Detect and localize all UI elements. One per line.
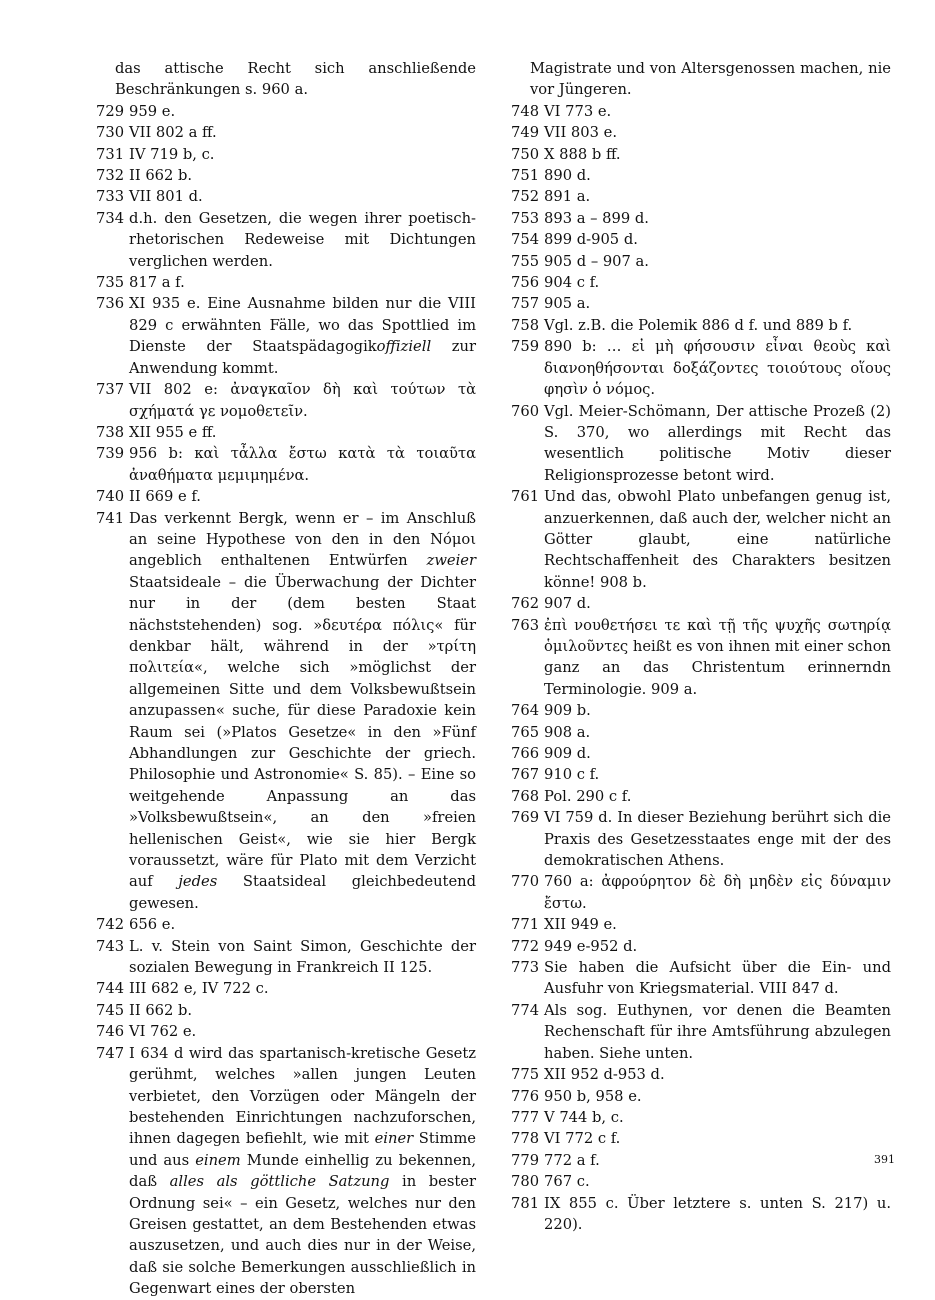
- footnote: [96, 978, 476, 999]
- footnote-text: [129, 122, 476, 143]
- text-segment: 890 b: … εἰ μὴ φήσουσιν εἶναι θεοὺς καὶ διανοηθήσονται δοξάζοντες τοιούτους οἵους φησὶν ὁ νόμος.: [544, 338, 891, 399]
- text-segment: IV 719 b, c.: [129, 145, 215, 163]
- footnote-text: [129, 978, 476, 999]
- footnote-number: 748: [511, 102, 540, 120]
- footnote: [96, 165, 476, 186]
- footnote-number: 758: [511, 316, 540, 334]
- text-segment: Als sog. Euthynen, vor denen die Beamten Rechenschaft für ihre Amtsführung abzulegen haben. Siehe unten.: [544, 1001, 891, 1062]
- footnote-text: [129, 101, 476, 122]
- footnote-text: [129, 422, 476, 443]
- text-segment: 910 c f.: [544, 766, 600, 784]
- footnote-number: 733: [96, 188, 125, 206]
- text-segment: IX 855 c. Über letztere s. unten S. 217) u. 220).: [544, 1194, 891, 1233]
- footnote: [511, 1064, 891, 1085]
- footnote-number: 773: [511, 959, 540, 977]
- text-segment: 904 c f.: [544, 274, 600, 292]
- footnote-number: 731: [96, 145, 125, 163]
- footnote-number: 734: [96, 209, 125, 227]
- text-segment: XII 955 e ff.: [129, 423, 217, 441]
- footnote: [511, 1107, 891, 1128]
- footnote: [511, 272, 891, 293]
- text-segment: VI 773 e.: [544, 102, 612, 120]
- text-segment: II 662 b.: [129, 1001, 193, 1019]
- text-segment: Vgl. z.B. die Polemik 886 d f. und 889 b f.: [544, 316, 853, 334]
- footnote-number: 751: [511, 167, 540, 185]
- italic-text: jedes: [178, 873, 218, 891]
- footnote-text: [129, 508, 476, 915]
- footnote: [511, 807, 891, 871]
- footnote-text: [544, 722, 891, 743]
- footnote-text: [544, 593, 891, 614]
- footnote-number: 740: [96, 488, 125, 506]
- text-segment: Pol. 290 c f.: [544, 787, 632, 805]
- footnote: [96, 486, 476, 507]
- text-segment: 817 a f.: [129, 274, 185, 292]
- text-segment: 909 d.: [544, 745, 591, 762]
- text-segment: VII 801 d.: [129, 188, 203, 206]
- text-segment: Stimme und aus: [129, 1130, 476, 1169]
- footnote-text: [129, 1043, 476, 1300]
- footnote-text: [544, 914, 891, 935]
- footnote-number: 772: [511, 937, 540, 955]
- text-segment: V 744 b, c.: [544, 1108, 624, 1126]
- footnote-number: 741: [96, 509, 125, 527]
- footnote: [511, 1171, 891, 1192]
- text-segment: 907 d.: [544, 595, 591, 613]
- footnote: [96, 144, 476, 165]
- footnote-number: 735: [96, 274, 125, 292]
- footnote-number: 732: [96, 167, 125, 185]
- footnote-number: 763: [511, 616, 540, 634]
- footnote-number: 761: [511, 488, 540, 506]
- text-segment: 959 e.: [129, 102, 176, 120]
- footnote-number: 747: [96, 1044, 125, 1062]
- footnote: [511, 1193, 891, 1236]
- footnote-text: [544, 229, 891, 250]
- italic-text: offiziell: [376, 338, 432, 356]
- footnote-number: 775: [511, 1066, 540, 1084]
- footnote-text: [544, 700, 891, 721]
- italic-text: zweier: [426, 552, 476, 570]
- footnote-number: 770: [511, 873, 540, 891]
- footnote-text: [544, 807, 891, 871]
- text-segment: 772 a f.: [544, 1151, 600, 1169]
- page-number: 391: [874, 1153, 895, 1166]
- footnote: [511, 615, 891, 701]
- footnote-number: 779: [511, 1151, 540, 1169]
- footnote-number: 737: [96, 381, 125, 399]
- footnote-number: 764: [511, 702, 540, 720]
- footnote: [96, 208, 476, 272]
- footnote-text: [544, 786, 891, 807]
- text-segment: 956 b: καὶ τἆλλα ἔστω κατὰ τὰ τοιαῦτα ἀναθήματα μεμιμημένα.: [129, 445, 476, 484]
- footnote-number: 777: [511, 1108, 540, 1126]
- footnote-number: 767: [511, 766, 540, 784]
- footnote-number: 753: [511, 209, 540, 227]
- text-segment: VII 802 e: ἀναγκαῖον δὴ καὶ τούτων τὰ σχήματά γε νομοθετεῖν.: [129, 381, 476, 420]
- text-segment: Und das, obwohl Plato unbefangen genug ist, anzuerkennen, daß auch der, welcher nicht an Götter glaubt, eine natürliche Rechtschaffenheit des Charakters besitzen könne! 908 b.: [544, 488, 891, 591]
- footnote-number: 739: [96, 445, 125, 463]
- text-segment: in bester Ordnung sei« – ein Gesetz, welches nur den Greisen gestattet, an dem Bestehenden etwas auszusetzen, und auch dies nur in der Weise, daß sie solche Bemerkungen ausschließlich in Gegenwart eines der obersten: [129, 1173, 477, 1298]
- text-segment: 949 e-952 d.: [544, 937, 638, 955]
- text-segment: VII 803 e.: [544, 124, 617, 142]
- footnote-text: [544, 1128, 891, 1149]
- text-segment: Staatsideal gleichbedeutend gewesen.: [129, 873, 476, 912]
- footnote-text: [544, 144, 891, 165]
- italic-text: alles als göttliche Satzung: [169, 1173, 390, 1191]
- footnote-number: 762: [511, 595, 540, 613]
- footnote-number: 750: [511, 145, 540, 163]
- footnote-text: [129, 186, 476, 207]
- footnote: [96, 101, 476, 122]
- continued-note: Magistrate und von Altersgenossen machen, nie vor Jüngeren.: [530, 60, 891, 99]
- footnote: [96, 186, 476, 207]
- footnote: [511, 743, 891, 764]
- footnote-list: [511, 101, 891, 1236]
- footnote: [511, 186, 891, 207]
- footnote: [511, 122, 891, 143]
- text-segment: 909 b.: [544, 702, 591, 720]
- text-segment: 760 a: ἀφρούρητον δὲ δὴ μηδὲν εἰς δύναμιν ἔστω.: [544, 873, 891, 912]
- footnote: [96, 422, 476, 443]
- footnote-text: [544, 1171, 891, 1192]
- footnote-number: 769: [511, 809, 540, 827]
- italic-text: einem: [195, 1151, 241, 1169]
- footnote-text: [129, 272, 476, 293]
- text-segment: Staatsideale – die Überwachung der Dichter nur in der (dem besten Staat nächststehenden) sog. »δευτέρα πόλις« für denkbar hält, während in der »τρίτη πολιτεία«, welche sich »möglichst der allgemeinen Sitte und dem Volksbewußtsein anzupassen« suche, für diese Paradoxie kein Raum sei (»Platos Gesetze« in den »Fünf Abhandlungen zur Geschichte der griech. Philosophie und Astronomie« S. 85). – Eine so weitgehende Anpassung an das »Volksbewußtsein«, an den »freien hellenischen Geist«, wie sie hier Bergk voraussetzt, wäre für Plato mit dem Verzicht auf: [129, 573, 476, 891]
- footnote: [96, 122, 476, 143]
- footnote-text: [544, 208, 891, 229]
- footnote-text: [544, 1150, 891, 1171]
- footnote-text: [129, 914, 476, 935]
- text-segment: 890 d.: [544, 167, 591, 185]
- footnote-text: [544, 957, 891, 1000]
- footnote-text: [544, 486, 891, 593]
- text-segment: III 682 e, IV 722 c.: [129, 980, 269, 998]
- footnote-number: 755: [511, 252, 540, 270]
- footnote: [96, 936, 476, 979]
- footnote-text: [544, 1064, 891, 1085]
- footnote: [96, 1043, 476, 1300]
- text-segment: II 662 b.: [129, 167, 193, 185]
- footnote-number: 729: [96, 102, 125, 120]
- footnote: [511, 722, 891, 743]
- footnote-text: [129, 144, 476, 165]
- footnote-text: [544, 401, 891, 487]
- text-segment: 893 a – 899 d.: [544, 209, 649, 227]
- footnote: [96, 293, 476, 379]
- footnote-text: [544, 165, 891, 186]
- footnote-number: 778: [511, 1130, 540, 1148]
- text-segment: 905 a.: [544, 295, 591, 313]
- footnote: [511, 1086, 891, 1107]
- footnote-text: [544, 764, 891, 785]
- text-segment: Sie haben die Aufsicht über die Ein- und Ausfuhr von Kriegsmaterial. VIII 847 d.: [544, 959, 891, 998]
- footnote: [511, 165, 891, 186]
- footnote-number: 766: [511, 745, 540, 762]
- footnote: [511, 764, 891, 785]
- footnote-text: [129, 1021, 476, 1042]
- footnote: [511, 401, 891, 487]
- footnote-text: [544, 1107, 891, 1128]
- footnote: [96, 508, 476, 915]
- footnote: [96, 1021, 476, 1042]
- footnote: [511, 957, 891, 1000]
- left-column: [96, 58, 476, 1300]
- text-segment: XII 949 e.: [544, 916, 617, 934]
- footnote: [511, 914, 891, 935]
- footnote-number: 738: [96, 423, 125, 441]
- footnote-text: [129, 293, 476, 379]
- footnote-number: 749: [511, 124, 540, 142]
- footnote-text: [544, 336, 891, 400]
- footnote-number: 759: [511, 338, 540, 356]
- text-segment: I 634 d wird das spartanisch-kretische Gesetz gerühmt, welches »allen jungen Leuten verbietet, den Vorzügen oder Mängeln der bestehenden Einrichtungen nachzuforschen, ihnen dagegen befiehlt, wie mit: [129, 1044, 476, 1148]
- footnote: [511, 486, 891, 593]
- footnote-text: [544, 1193, 891, 1236]
- footnote: [511, 786, 891, 807]
- italic-text: einer: [374, 1130, 414, 1148]
- text-segment: zur Anwendung kommt.: [129, 338, 476, 377]
- footnote-text: [129, 165, 476, 186]
- footnote-number: 781: [511, 1194, 540, 1212]
- text-segment: 905 d – 907 a.: [544, 252, 649, 270]
- footnote-number: 757: [511, 295, 540, 313]
- footnote-text: [544, 251, 891, 272]
- footnote: [511, 208, 891, 229]
- text-segment: ἐπὶ νουθετήσει τε καὶ τῇ τῆς ψυχῆς σωτηρίᾳ ὁμιλοῦντες heißt es von ihnen mit einer schon ganz an das Christentum erinnerndn Terminologie. 909 a.: [544, 616, 891, 698]
- footnote-text: [129, 443, 476, 486]
- footnote: [511, 1150, 891, 1171]
- text-segment: VI 759 d. In dieser Beziehung berührt sich die Praxis des Gesetzesstaates enge mit der des demokratischen Athens.: [544, 809, 891, 870]
- footnote-text: [544, 272, 891, 293]
- footnote-text: [129, 208, 476, 272]
- text-segment: 656 e.: [129, 916, 176, 934]
- footnote-text: [544, 101, 891, 122]
- footnote: [511, 700, 891, 721]
- footnote: [96, 379, 476, 422]
- footnote: [511, 1000, 891, 1064]
- footnote: [511, 1128, 891, 1149]
- text-segment: VI 762 e.: [129, 1023, 197, 1041]
- footnote: [511, 229, 891, 250]
- footnote-number: 745: [96, 1001, 125, 1019]
- footnote-number: 744: [96, 980, 125, 998]
- footnote-number: 771: [511, 916, 540, 934]
- footnote: [511, 593, 891, 614]
- text-segment: 891 a.: [544, 188, 591, 206]
- footnote-text: [544, 293, 891, 314]
- right-column: [511, 58, 891, 1235]
- footnote: [511, 936, 891, 957]
- footnote-number: 742: [96, 916, 125, 934]
- footnote-text: [544, 615, 891, 701]
- text-segment: 950 b, 958 e.: [544, 1087, 642, 1105]
- footnote: [96, 443, 476, 486]
- text-segment: Das verkennt Bergk, wenn er – im Anschluß an seine Hypothese von den in den Νόμοι angeblich enthaltenen Entwürfen: [129, 509, 476, 570]
- footnote-number: 756: [511, 274, 540, 292]
- footnote: [96, 272, 476, 293]
- text-segment: VII 802 a ff.: [129, 124, 217, 142]
- footnote: [511, 315, 891, 336]
- footnote-text: [129, 1000, 476, 1021]
- footnote-number: 743: [96, 937, 125, 955]
- footnote-text: [544, 936, 891, 957]
- footnote-text: [544, 1000, 891, 1064]
- continued-note: das attische Recht sich anschließende Beschränkungen s. 960 a.: [115, 60, 476, 99]
- footnote: [511, 871, 891, 914]
- footnote-number: 774: [511, 1001, 540, 1019]
- text-segment: XI 935 e. Eine Ausnahme bilden nur die VIII 829 c erwähnten Fälle, wo das Spottlied im Dienste der Staatspädagogik: [129, 295, 476, 356]
- text-segment: II 669 e f.: [129, 488, 201, 506]
- text-segment: Vgl. Meier-Schömann, Der attische Prozeß (2) S. 370, wo allerdings mit Recht das wesentlich politische Motiv dieser Religionsprozesse betont wird.: [544, 402, 891, 484]
- footnote-text: [129, 486, 476, 507]
- text-segment: XII 952 d-953 d.: [544, 1066, 665, 1084]
- footnote-text: [544, 315, 891, 336]
- footnote: [511, 144, 891, 165]
- footnote-number: 730: [96, 124, 125, 142]
- text-segment: X 888 b ff.: [544, 145, 621, 163]
- footnote-number: 736: [96, 295, 125, 313]
- footnote-number: 765: [511, 723, 540, 741]
- footnote-text: [129, 936, 476, 979]
- footnote: [511, 101, 891, 122]
- footnote: [511, 293, 891, 314]
- text-segment: Munde einhellig zu bekennen, daß: [129, 1151, 476, 1191]
- text-segment: 767 c.: [544, 1173, 590, 1191]
- footnote: [511, 251, 891, 272]
- footnote-text: [544, 1086, 891, 1107]
- text-segment: d.h. den Gesetzen, die wegen ihrer poetisch-rhetorischen Redeweise mit Dichtungen verglichen werden.: [129, 209, 476, 270]
- footnote: [96, 914, 476, 935]
- footnote-number: 746: [96, 1023, 125, 1041]
- footnote-number: 760: [511, 402, 540, 420]
- text-segment: VI 772 c f.: [544, 1130, 621, 1148]
- footnote-number: 768: [511, 787, 540, 805]
- footnote-number: 752: [511, 188, 540, 206]
- footnote-text: [544, 743, 891, 764]
- footnote-text: [129, 379, 476, 422]
- footnote-text: [544, 186, 891, 207]
- text-segment: L. v. Stein von Saint Simon, Geschichte der sozialen Bewegung in Frankreich II 125.: [129, 937, 476, 977]
- footnote: [96, 1000, 476, 1021]
- footnote-number: 754: [511, 231, 540, 249]
- footnote-text: [544, 122, 891, 143]
- footnote-list: [96, 101, 476, 1300]
- footnote-number: 776: [511, 1087, 540, 1105]
- text-segment: 908 a.: [544, 723, 591, 741]
- footnote-number: 780: [511, 1173, 540, 1191]
- text-segment: 899 d-905 d.: [544, 231, 638, 249]
- footnote: [511, 336, 891, 400]
- footnote-text: [544, 871, 891, 914]
